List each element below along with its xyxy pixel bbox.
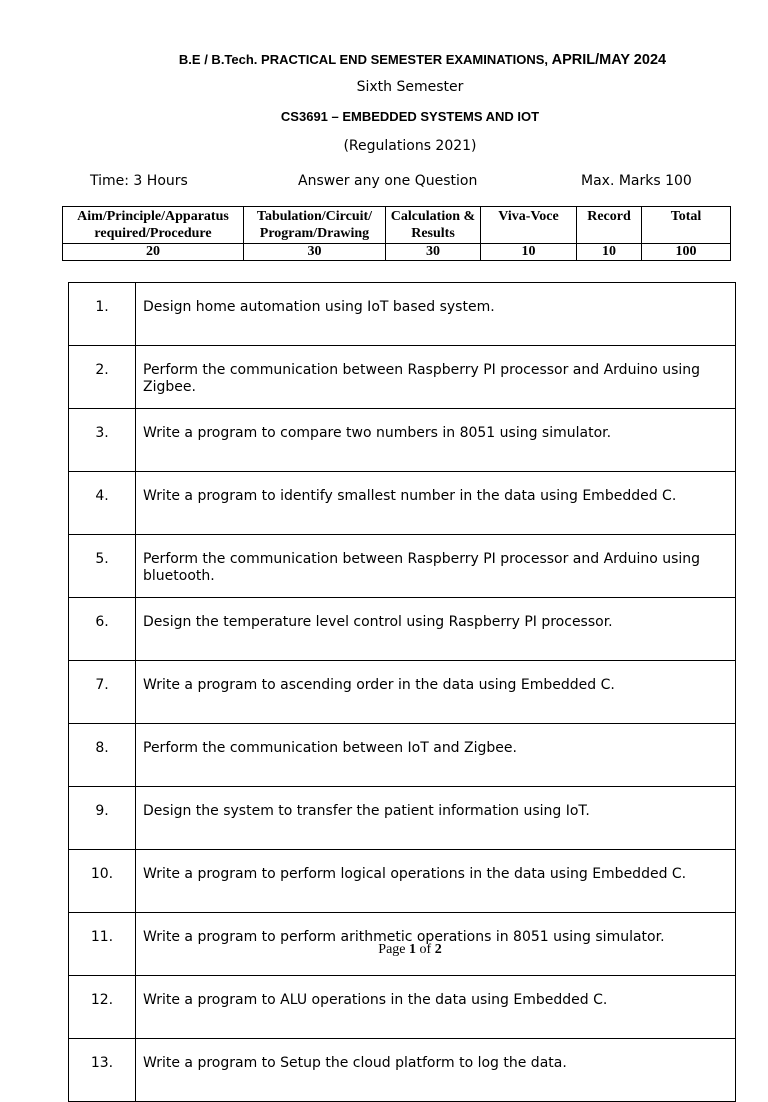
regulations-label: (Regulations 2021) [343,138,477,154]
instruction-label: Answer any one Question [298,173,478,189]
marks-value-row [63,244,731,261]
marks-header-cell: Viva-Voce [481,207,577,244]
question-row [69,850,736,913]
marks-value-cell: 10 [577,244,642,261]
exam-title [0,52,768,68]
question-text: Write a program to perform logical operations in the data using Embedded C. [136,850,736,913]
question-text: Design home automation using IoT based system. [136,283,736,346]
question-number: 12. [69,976,136,1039]
question-number: 6. [69,598,136,661]
question-row [69,1039,736,1102]
question-row [69,976,736,1039]
question-text: Write a program to perform arithmetic operations in 8051 using simulator. [136,913,736,976]
marks-header-row [63,207,731,244]
page-total: 2 [434,942,442,957]
marks-value-cell: 100 [642,244,731,261]
marks-value-cell: 20 [63,244,244,261]
question-number: 9. [69,787,136,850]
time-label: Time: 3 Hours [90,173,188,189]
question-row [69,787,736,850]
question-number: 8. [69,724,136,787]
question-number: 11. [69,913,136,976]
question-number: 10. [69,850,136,913]
question-number: 2. [69,346,136,409]
question-number: 1. [69,283,136,346]
question-row [69,283,736,346]
question-row [69,661,736,724]
question-text: Write a program to compare two numbers in 8051 using simulator. [136,409,736,472]
question-text: Write a program to ALU operations in the data using Embedded C. [136,976,736,1039]
page-footer [0,942,768,958]
question-number: 4. [69,472,136,535]
marks-header-cell: Total [642,207,731,244]
marks-value-cell: 30 [386,244,481,261]
question-text: Perform the communication between Raspberry PI processor and Arduino using Zigbee. [136,346,736,409]
course-title: CS3691 – EMBEDDED SYSTEMS AND IOT [280,109,540,124]
question-text: Write a program to ascending order in the data using Embedded C. [136,661,736,724]
page-word: Page [378,942,406,957]
exam-session: APRIL/MAY 2024 [551,52,667,68]
question-text: Write a program to identify smallest number in the data using Embedded C. [136,472,736,535]
question-row [69,535,736,598]
question-number: 3. [69,409,136,472]
page-current: 1 [409,942,417,957]
question-text: Write a program to Setup the cloud platform to log the data. [136,1039,736,1102]
question-row [69,346,736,409]
questions-table [68,282,736,1102]
question-text: Design the temperature level control using Raspberry PI processor. [136,598,736,661]
max-marks-label: Max. Marks 100 [581,173,692,189]
question-row [69,724,736,787]
marks-header-cell: Record [577,207,642,244]
question-text: Perform the communication between Raspberry PI processor and Arduino using bluetooth. [136,535,736,598]
marks-value-cell: 30 [244,244,386,261]
question-row [69,472,736,535]
of-word: of [419,942,432,957]
question-number: 13. [69,1039,136,1102]
question-row [69,409,736,472]
marks-header-cell: Calculation & Results [386,207,481,244]
marks-header-cell: Tabulation/Circuit/ Program/Drawing [244,207,386,244]
exam-title-main: B.E / B.Tech. PRACTICAL END SEMESTER EXAMINATIONS, [178,52,552,67]
semester-label: Sixth Semester [356,79,464,95]
question-number: 7. [69,661,136,724]
question-number: 5. [69,535,136,598]
marks-header-cell: Aim/Principle/Apparatus required/Procedure [63,207,244,244]
question-text: Perform the communication between IoT and Zigbee. [136,724,736,787]
question-row [69,598,736,661]
marks-value-cell: 10 [481,244,577,261]
question-text: Design the system to transfer the patient information using IoT. [136,787,736,850]
marks-distribution-table [62,206,731,261]
